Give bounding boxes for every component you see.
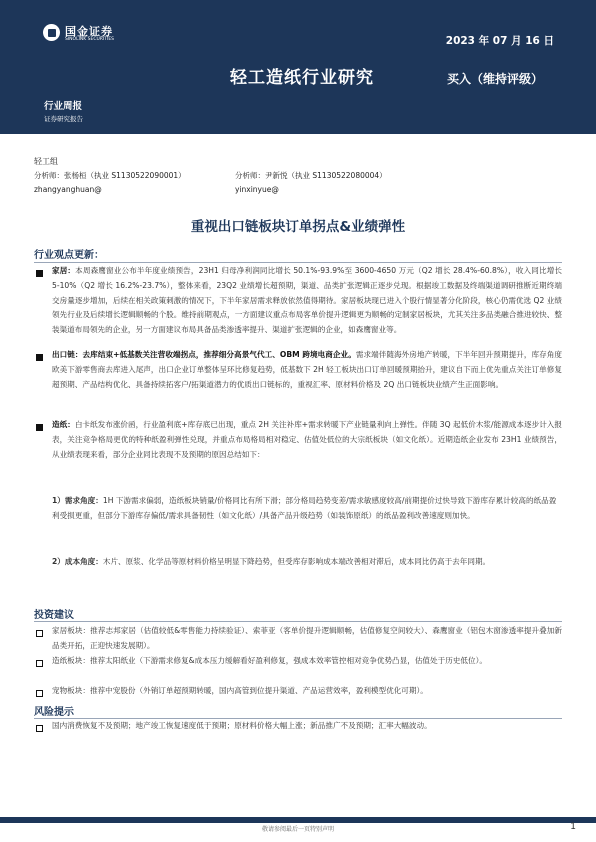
team-name: 轻工组: [34, 157, 58, 166]
paragraph-home-furnishing: [52, 264, 562, 338]
section-title-views: 行业观点更新：: [34, 250, 104, 261]
section-title-risk: 风险提示: [34, 707, 74, 718]
paragraph-lead: 家居：: [52, 266, 76, 275]
invest-item-pet: 宠物板块：推荐中宠股份（外销订单超预期转暖，国内高管到位提升渠道、产品运营效率，盈利模型优化可期）。: [52, 686, 428, 695]
headline: 重视出口链板块订单拐点&业绩弹性: [190, 219, 406, 235]
bullet-icon: [36, 660, 43, 667]
bullet-icon: [36, 354, 43, 361]
analyst-2: 分析师：尹新悦（执业 S1130522080004）: [235, 171, 387, 180]
analyst-list: [34, 170, 387, 181]
bullet-icon: [36, 630, 43, 637]
sub-item-lead: 1）需求角度：: [52, 496, 103, 505]
sub-item-demand: [52, 494, 562, 524]
sub-item-lead: 2）成本角度：: [52, 557, 103, 566]
paragraph-lead: 造纸：: [52, 420, 75, 429]
invest-item-home: 家居板块：推荐志邦家居（估值较低&零售能力持续验证）、索菲亚（客单价提升逻辑顺畅，估值修复空间较大）、森鹰窗业（铝包木窗渗透率提升叠加新品类开拓，正迎快速发展期）。: [52, 626, 562, 650]
footer-bar: [0, 817, 596, 823]
sub-item-cost: [52, 555, 562, 570]
logo-subtext: SINOLINK SECURITIES: [65, 37, 115, 42]
paragraph-text: 需求端伴随海外房地产转暖，下半年回升预期提升，库存角度欧美下游零售商去库进入尾声，出口企业订单整体呈环比修复趋势，低基数下 2H 轻工板块出口订单回暖预期抬升，建议自下而上优先重点关注订单修复超预期、产品结构优化、具备持续拓客户/拓渠道潜力的优质出口链标的，重视汇率、原材料价格及 2Q 出口链板块业绩产生正面影响。: [52, 350, 563, 389]
report-category: 证券研究报告: [44, 115, 83, 123]
section-title-invest: 投资建议: [34, 610, 74, 621]
bullet-icon: [36, 424, 43, 431]
report-header: [0, 0, 596, 134]
report-type: 行业周报: [44, 101, 83, 112]
sub-item-text: 1H 下游需求偏弱，造纸板块销量/价格同比有所下滑；部分格局趋势变差/需求敏感度较高/前期提价过快导致下游库存累计较高的纸品盈利受损更重，但部分下游库存偏低/需求具备韧性（如文化纸）/具备产品升级趋势（如装饰原纸）的纸品盈利改善速度则加快。: [52, 496, 557, 520]
bullet-icon: [36, 690, 43, 697]
section-divider: [34, 621, 562, 622]
report-title: 轻工造纸行业研究: [230, 68, 374, 88]
paragraph-paper: [52, 418, 562, 462]
bullet-icon: [36, 270, 43, 277]
paragraph-text: 白卡纸发布涨价函，行业盈利底+库存底已出现，重点 2H 关注补库+需求转暖下产业链量利向上弹性。伴随 3Q 起低价木浆/能源成本逐步计入报表，关注竞争格局更优的特种纸盈利弹性兑现，并重点布局格局相对稳定、估值处低位的大宗纸板块（如文化纸）。近期造纸企业发布 23H1 业绩预告，从业绩表现来看，部分企业同比表现不及预期的原因总结如下：: [52, 420, 562, 459]
analyst-1: 分析师：张杨桓（执业 S1130522090001）: [34, 171, 186, 180]
invest-item-paper: 造纸板块：推荐太阳纸业（下游需求修复&成本压力缓解看好盈利修复，强成本效率管控相对竞争优势凸显，估值处于历史低位）。: [52, 656, 487, 665]
analyst-2-email[interactable]: yinxinyue@: [235, 185, 279, 194]
analyst-emails: [34, 185, 279, 194]
logo-icon: [43, 24, 60, 41]
paragraph-lead: 出口链：去库结束+低基数关注营收端拐点，推荐细分高景气代工、OBM 跨境电商企业。: [52, 350, 356, 359]
company-logo: [43, 23, 131, 45]
report-date: 2023 年 07 月 16 日: [445, 35, 554, 47]
section-divider: [34, 262, 562, 263]
footer-disclaimer: 敬请参阅最后一页特别声明: [261, 826, 334, 833]
rating-badge: 买入（维持评级）: [447, 72, 544, 86]
analyst-1-email[interactable]: zhangyanghuan@: [34, 185, 102, 194]
logo-text: 国金证券: [65, 25, 113, 38]
page-number: 1: [570, 822, 576, 832]
paragraph-text: 本周森鹰窗业公布半年度业绩预告，23H1 归母净利润同比增长 50.1%-93.9%至 3600-4650 万元（Q2 增长 28.4%-60.8%），收入同比增长 5-10%（Q2 增长 16.2%-23.7%），整体来看，23Q2 业绩增长超预期，渠道、品类扩张逻辑正逐步兑现。根据竣工数据及终端渠道调研推断近期终端交房量逐步增加，后续在相关政策刺激的情况下，下半年家居需求释放依然值得期待。家居板块现已进入个股行情显著分化阶段，核心仍需优选 Q2 业绩领先行业及后续增长逻辑顺畅的个股。维持前期观点，一方面建议重点布局客单价提升逻辑更为顺畅的定制家居板块，尤其关注多品类融合推进较快、整装渠道布局领先的企业，另一方面建议布局具备品类渗透率提升、渠道扩张逻辑的企业，如森鹰窗业等。: [52, 266, 563, 335]
sub-item-text: 木片、原浆、化学品等原材料价格呈明显下降趋势，但受库存影响成本端改善相对滞后，成本同比仍高于去年同期。: [102, 557, 491, 566]
risk-item: 国内消费恢复不及预期；地产竣工恢复速度低于预期；原材料价格大幅上涨；新品推广不及预期；汇率大幅波动。: [52, 721, 432, 730]
paragraph-export-chain: [52, 348, 562, 392]
bullet-icon: [36, 725, 43, 732]
